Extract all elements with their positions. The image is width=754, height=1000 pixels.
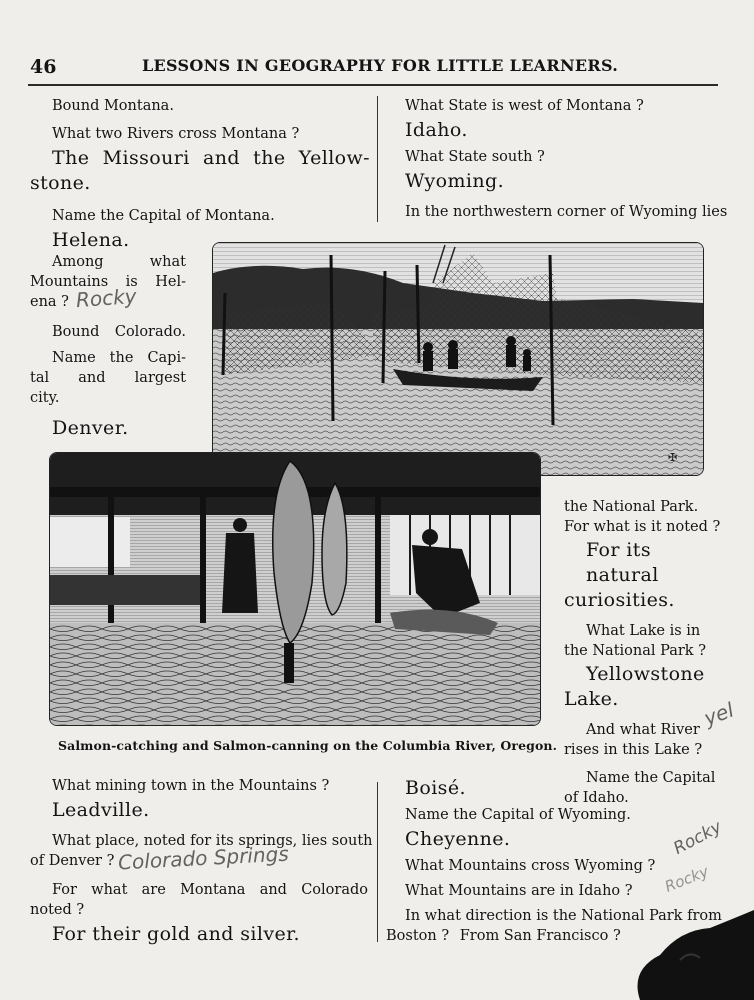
question-direction-boston: Boston ?: [386, 928, 450, 944]
question-state-south: What State south ?: [405, 149, 545, 165]
middle-right-column: [564, 497, 722, 808]
answer-leadville: Leadville.: [52, 799, 150, 821]
handwriting-rocky: Rocky: [75, 283, 138, 313]
question-capital-montana: Name the Capital of Montana.: [52, 208, 275, 224]
question-bound-colorado: Bound Colorado.: [52, 324, 186, 340]
answer-yellowstone-line1: Yellowstone: [586, 663, 705, 685]
question-capital-colorado-line1: Name the Capi-: [52, 350, 186, 366]
question-mountains-helena-line1: Among what: [52, 254, 186, 270]
answer-yellowstone-line2: Lake.: [564, 688, 619, 710]
answer-natural-line1: For its natural: [586, 539, 659, 586]
question-direction-line1: In what direction is the National Park from: [405, 908, 722, 924]
question-west-of-montana: What State is west of Montana ?: [405, 98, 644, 114]
answer-idaho: Idaho.: [405, 119, 468, 141]
upper-left-narrow-column: [30, 252, 186, 441]
question-noted-gold-line1: For what are Montana and Colorado: [52, 882, 368, 898]
question-capital-colorado-line2: tal and largest: [30, 370, 186, 386]
question-river-line2: rises in this Lake ?: [564, 742, 703, 758]
handwriting-rocky-wyoming: Rocky: [670, 817, 726, 859]
answer-boise: Boisé.: [405, 777, 466, 799]
answer-cheyenne: Cheyenne.: [405, 828, 511, 850]
question-lake-line1: What Lake is in: [586, 623, 701, 639]
fishing-nets-engraving: [213, 243, 703, 475]
question-northwestern-corner: In the northwestern corner of Wyoming lies: [405, 204, 728, 220]
ink-stain: [620, 900, 754, 1000]
question-mining-town: What mining town in the Mountains ?: [52, 778, 330, 794]
answer-rivers-line2: stone.: [30, 172, 91, 194]
question-capital-idaho-line1: Name the Capital: [586, 770, 716, 786]
question-springs-line2: of Denver ?: [30, 853, 115, 869]
svg-text:✠: ✠: [668, 451, 678, 464]
question-mountains-wyoming: What Mountains cross Wyoming ?: [405, 858, 656, 874]
upper-column-rule: [377, 96, 378, 222]
answer-gold-silver: For their gold and silver.: [52, 923, 300, 945]
question-mountains-idaho: What Mountains are in Idaho ?: [405, 883, 633, 899]
handwriting-rocky-idaho: Rocky: [662, 862, 712, 896]
question-springs-line1: What place, noted for its springs, lies south: [52, 833, 373, 849]
question-mountains-helena-line2: Mountains is Hel-: [30, 274, 186, 290]
header-rule: [28, 84, 718, 86]
upper-left-column: [30, 96, 370, 253]
salmon-canning-illustration: [49, 452, 541, 726]
question-capital-colorado-line3: city.: [30, 390, 60, 406]
illustration-caption: Salmon-catching and Salmon-canning on the Columbia River, Oregon.: [58, 738, 558, 753]
answer-rivers-line1: The Missouri and the Yellow-: [52, 147, 370, 169]
question-river-line1: And what River: [586, 722, 700, 738]
question-capital-idaho-line2: of Idaho.: [564, 790, 629, 806]
question-noted-gold-line2: noted ?: [30, 902, 85, 918]
answer-natural-line2: curiosities.: [564, 589, 675, 611]
question-direction-san-francisco: From San Francisco ?: [459, 928, 621, 944]
answer-denver: Denver.: [52, 417, 129, 439]
lower-column-rule: [377, 782, 378, 942]
salmon-canning-engraving: [50, 453, 540, 725]
question-mountains-helena-line3: ena ?: [30, 294, 69, 310]
question-noted-for: For what is it noted ?: [564, 519, 721, 535]
question-capital-wyoming: Name the Capital of Wyoming.: [405, 807, 631, 823]
question-rivers-montana: What two Rivers cross Montana ?: [52, 126, 300, 142]
text-national-park: the National Park.: [564, 499, 699, 515]
question-bound-montana: Bound Montana.: [52, 98, 174, 114]
handwriting-colorado-springs: Colorado Springs: [117, 841, 290, 875]
handwriting-yel: yel: [700, 697, 737, 731]
running-head: LESSONS IN GEOGRAPHY FOR LITTLE LEARNERS.: [142, 56, 619, 75]
answer-wyoming: Wyoming.: [405, 170, 505, 192]
answer-helena: Helena.: [52, 229, 130, 251]
upper-right-column: [388, 96, 728, 222]
question-lake-line2: the National Park ?: [564, 643, 706, 659]
page-number: 46: [30, 56, 57, 78]
fishing-nets-illustration: [212, 242, 704, 476]
